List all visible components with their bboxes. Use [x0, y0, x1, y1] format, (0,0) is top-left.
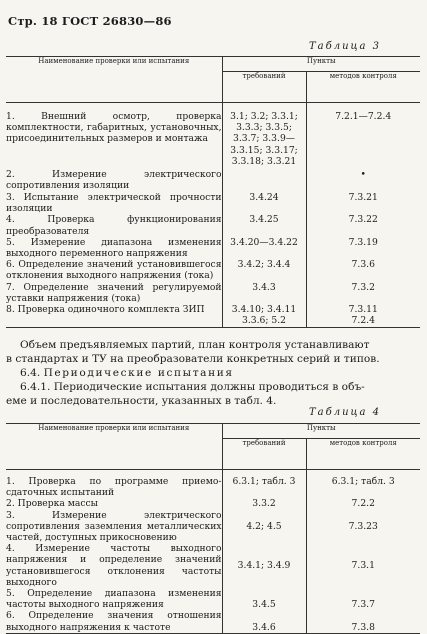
table4-col-name: Наименование проверки или испытания	[6, 424, 222, 470]
table3-col-name: Наименование проверки или испытания	[6, 57, 222, 103]
table4-col-meth: методов контроля	[306, 439, 420, 470]
table-row: 4. Проверка функционирования преобразователя 3.4.25 7.3.22	[6, 214, 378, 237]
section-heading	[20, 367, 234, 381]
table4-col-group: Пункты	[222, 424, 420, 439]
table4-caption: Таблица 4	[309, 407, 382, 418]
page-header: Стр. 18 ГОСТ 26830—86	[8, 14, 172, 28]
paragraph-line: Объем предъявляемых партий, план контроля устанавливают	[20, 339, 370, 351]
table4-col-req: требований	[222, 439, 306, 470]
table-row: 5. Определение диапазона изменения частоты выходного напряжения 3.4.5 7.3.7	[6, 588, 375, 611]
paragraph-line: в стандартах и ТУ на преобразователи конкретных серий и типов.	[6, 353, 380, 365]
table3-col-meth: методов контроля	[306, 72, 420, 103]
paragraph-line: еме и последовательности, указанных в табл. 4.	[6, 395, 277, 407]
table-row: 4. Измерение частоты выходного напряжения и определение значений установившегося отклонения частоты выходного 3.4.1; 3.4.9 7.3.1	[6, 543, 375, 588]
table-row: 5. Измерение диапазона изменения выходного переменного напряжения 3.4.20—3.4.22 7.3.19	[6, 236, 378, 260]
table-row: 2. Проверка массы 3.3.2 7.2.2	[6, 498, 375, 510]
table-row: 2. Измерение электрического сопротивления изоляции •	[6, 169, 366, 192]
table-row: 6. Определение значения отношения выходного напряжения к частоте 3.4.6 7.3.8	[6, 610, 420, 633]
table3-caption: Таблица 3	[309, 41, 382, 52]
table-row: 3. Измерение электрического сопротивления заземления металлических частей, доступных прикосновению 4.2; 4.5 7.3.23	[6, 509, 378, 544]
table-row: 3. Испытание электрической прочности изоляции 3.4.24 7.3.21	[6, 192, 378, 215]
table-row: 1. Проверка по программе приемо-сдаточных испытаний 6.3.1; табл. 3 6.3.1; табл. 3	[6, 470, 420, 499]
table-row: 7. Определение значений регулируемой уставки напряжения (тока) 3.4.3 7.3.2	[6, 281, 375, 304]
table3-col-req: требований	[222, 72, 306, 103]
table3	[6, 56, 420, 328]
table-row: 6. Определение значений установившегося отклонения выходного напряжения (тока) 3.4.2; 3.4.4 7.3.6	[6, 259, 375, 282]
table-row: 3.3.6; 5.2 7.2.4	[6, 315, 420, 328]
table-row: 1. Внешний осмотр, проверка комплектности, габаритных, установочных, присоединительных размеров и монтажа 3.1; 3.2; 3.3.1; 3.3.3; 3.3.5; 3.3.7; 3.3.9—3.3.15; 3.3.17; 3.3.18; 3.3.21 7.2.1—7.2.4	[6, 103, 420, 170]
section-title: Периодические испытания	[43, 367, 234, 379]
section-number: 6.4.	[20, 367, 41, 379]
table3-col-group: Пункты	[222, 57, 420, 72]
table-row: 8. Проверка одиночного комплекта ЗИП 3.4.10; 3.4.11 7.3.11	[6, 304, 378, 316]
paragraph-line: 6.4.1. Периодические испытания должны проводиться в объ-	[20, 381, 365, 393]
table4	[6, 423, 420, 634]
